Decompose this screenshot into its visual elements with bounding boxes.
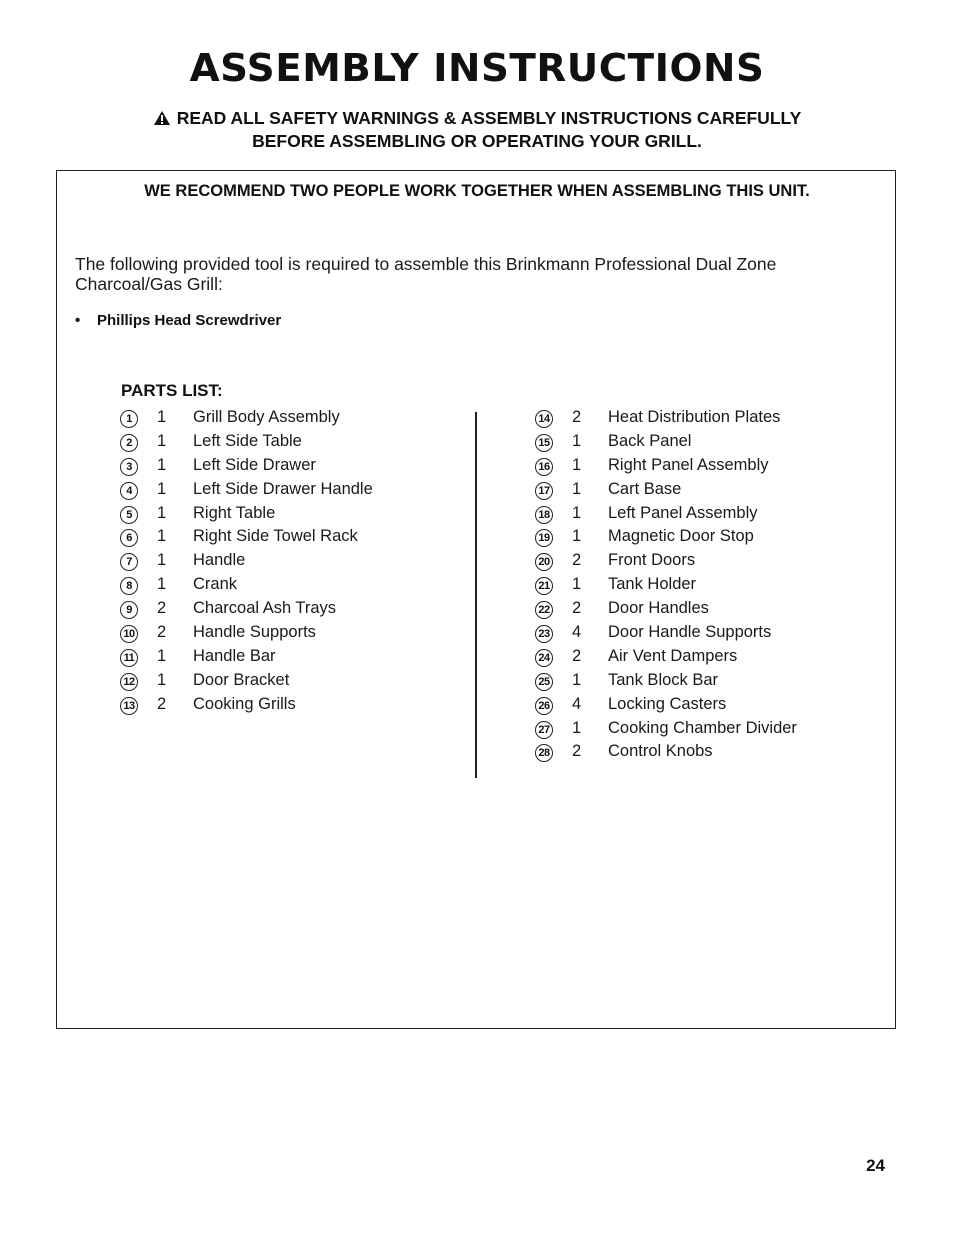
part-quantity: 1 xyxy=(157,551,167,570)
part-name: Handle Supports xyxy=(193,623,316,642)
part-name: Left Panel Assembly xyxy=(608,503,758,522)
part-name: Left Side Drawer xyxy=(193,455,316,474)
part-name: Cooking Grills xyxy=(193,694,296,713)
part-number-badge: 20 xyxy=(535,553,553,571)
part-quantity: 1 xyxy=(157,408,167,426)
part-name: Right Panel Assembly xyxy=(608,455,769,474)
part-number-badge: 24 xyxy=(535,649,553,667)
part-quantity: 1 xyxy=(572,479,582,498)
part-number-badge: 19 xyxy=(535,529,553,547)
part-quantity: 1 xyxy=(157,479,167,498)
part-quantity: 2 xyxy=(572,408,582,426)
part-number-badge: 23 xyxy=(535,625,553,643)
recommendation-text: WE RECOMMEND TWO PEOPLE WORK TOGETHER WHEN ASSEMBLING THIS UNIT. xyxy=(144,182,810,200)
part-number-badge: 14 xyxy=(535,410,553,428)
part-quantity: 1 xyxy=(572,670,582,689)
part-quantity: 1 xyxy=(572,575,582,594)
part-number-badge: 12 xyxy=(120,673,138,691)
part-quantity: 1 xyxy=(157,503,167,522)
part-name: Left Side Table xyxy=(193,431,302,450)
part-quantity: 1 xyxy=(157,431,167,450)
page-title: ASSEMBLY INSTRUCTIONS xyxy=(189,46,765,90)
part-name: Locking Casters xyxy=(608,694,727,713)
tool-name: Phillips Head Screwdriver xyxy=(97,312,282,329)
required-tool-item xyxy=(75,312,281,329)
part-name: Right Table xyxy=(193,503,276,522)
part-name: Charcoal Ash Trays xyxy=(193,599,337,618)
part-quantity: 2 xyxy=(572,742,582,761)
part-number-badge: 4 xyxy=(120,482,138,500)
part-number-badge: 17 xyxy=(535,482,553,500)
part-number-badge: 15 xyxy=(535,434,553,452)
part-number-badge: 16 xyxy=(535,458,553,476)
part-quantity: 4 xyxy=(572,623,582,642)
part-quantity: 1 xyxy=(572,455,582,474)
instructions-box xyxy=(56,170,896,1029)
part-name: Handle Bar xyxy=(193,646,276,665)
part-quantity: 2 xyxy=(157,623,167,642)
page-number: 24 xyxy=(866,1156,885,1175)
part-number-badge: 3 xyxy=(120,458,138,476)
part-quantity: 2 xyxy=(572,551,582,570)
part-number-badge: 9 xyxy=(120,601,138,619)
warning-line-2: BEFORE ASSEMBLING OR OPERATING YOUR GRILL. xyxy=(252,131,702,151)
part-name: Front Doors xyxy=(608,551,696,570)
part-quantity: 1 xyxy=(572,718,582,737)
part-quantity: 4 xyxy=(572,694,582,713)
part-name: Handle xyxy=(193,551,246,570)
part-number-badge: 7 xyxy=(120,553,138,571)
bullet: • xyxy=(75,312,81,329)
warning-line-1: READ ALL SAFETY WARNINGS & ASSEMBLY INSTRUCTIONS CAREFULLY xyxy=(176,108,802,128)
part-name: Tank Holder xyxy=(608,575,697,594)
parts-list-heading: PARTS LIST: xyxy=(121,381,223,400)
part-quantity: 1 xyxy=(572,431,582,450)
part-name: Air Vent Dampers xyxy=(608,646,738,665)
part-number-badge: 18 xyxy=(535,506,553,524)
part-quantity: 2 xyxy=(157,599,167,618)
intro-text: The following provided tool is required to assemble this Brinkmann Professional Dual Zone Charcoal/Gas Grill: xyxy=(75,254,777,294)
column-divider xyxy=(475,412,477,778)
part-quantity: 1 xyxy=(157,527,167,546)
part-name: Door Handle Supports xyxy=(608,623,772,642)
part-name: Tank Block Bar xyxy=(608,670,719,689)
part-number-badge: 2 xyxy=(120,434,138,452)
part-name: Grill Body Assembly xyxy=(193,408,340,426)
part-quantity: 1 xyxy=(572,527,582,546)
part-name: Heat Distribution Plates xyxy=(608,408,781,426)
part-quantity: 2 xyxy=(572,646,582,665)
part-name: Crank xyxy=(193,575,238,594)
warning-triangle-icon xyxy=(153,110,171,131)
safety-warning xyxy=(0,108,954,152)
part-number-badge: 10 xyxy=(120,625,138,643)
part-name: Back Panel xyxy=(608,431,692,450)
part-name: Cooking Chamber Divider xyxy=(608,718,797,737)
part-quantity: 2 xyxy=(572,599,582,618)
part-number-badge: 8 xyxy=(120,577,138,595)
part-number-badge: 5 xyxy=(120,506,138,524)
part-quantity: 2 xyxy=(157,694,167,713)
part-name: Magnetic Door Stop xyxy=(608,527,754,546)
part-number-badge: 21 xyxy=(535,577,553,595)
part-number-badge: 27 xyxy=(535,721,553,739)
part-name: Left Side Drawer Handle xyxy=(193,479,373,498)
part-quantity: 1 xyxy=(157,670,167,689)
part-quantity: 1 xyxy=(157,455,167,474)
part-name: Cart Base xyxy=(608,479,682,498)
part-number-badge: 26 xyxy=(535,697,553,715)
part-number-badge: 13 xyxy=(120,697,138,715)
part-number-badge: 25 xyxy=(535,673,553,691)
part-quantity: 1 xyxy=(157,646,167,665)
part-name: Right Side Towel Rack xyxy=(193,527,358,546)
part-name: Control Knobs xyxy=(608,742,713,761)
part-quantity: 1 xyxy=(157,575,167,594)
part-number-badge: 1 xyxy=(120,410,138,428)
part-name: Door Bracket xyxy=(193,670,290,689)
part-number-badge: 6 xyxy=(120,529,138,547)
part-number-badge: 28 xyxy=(535,744,553,762)
part-name: Door Handles xyxy=(608,599,709,618)
part-number-badge: 11 xyxy=(120,649,138,667)
part-quantity: 1 xyxy=(572,503,582,522)
part-number-badge: 22 xyxy=(535,601,553,619)
